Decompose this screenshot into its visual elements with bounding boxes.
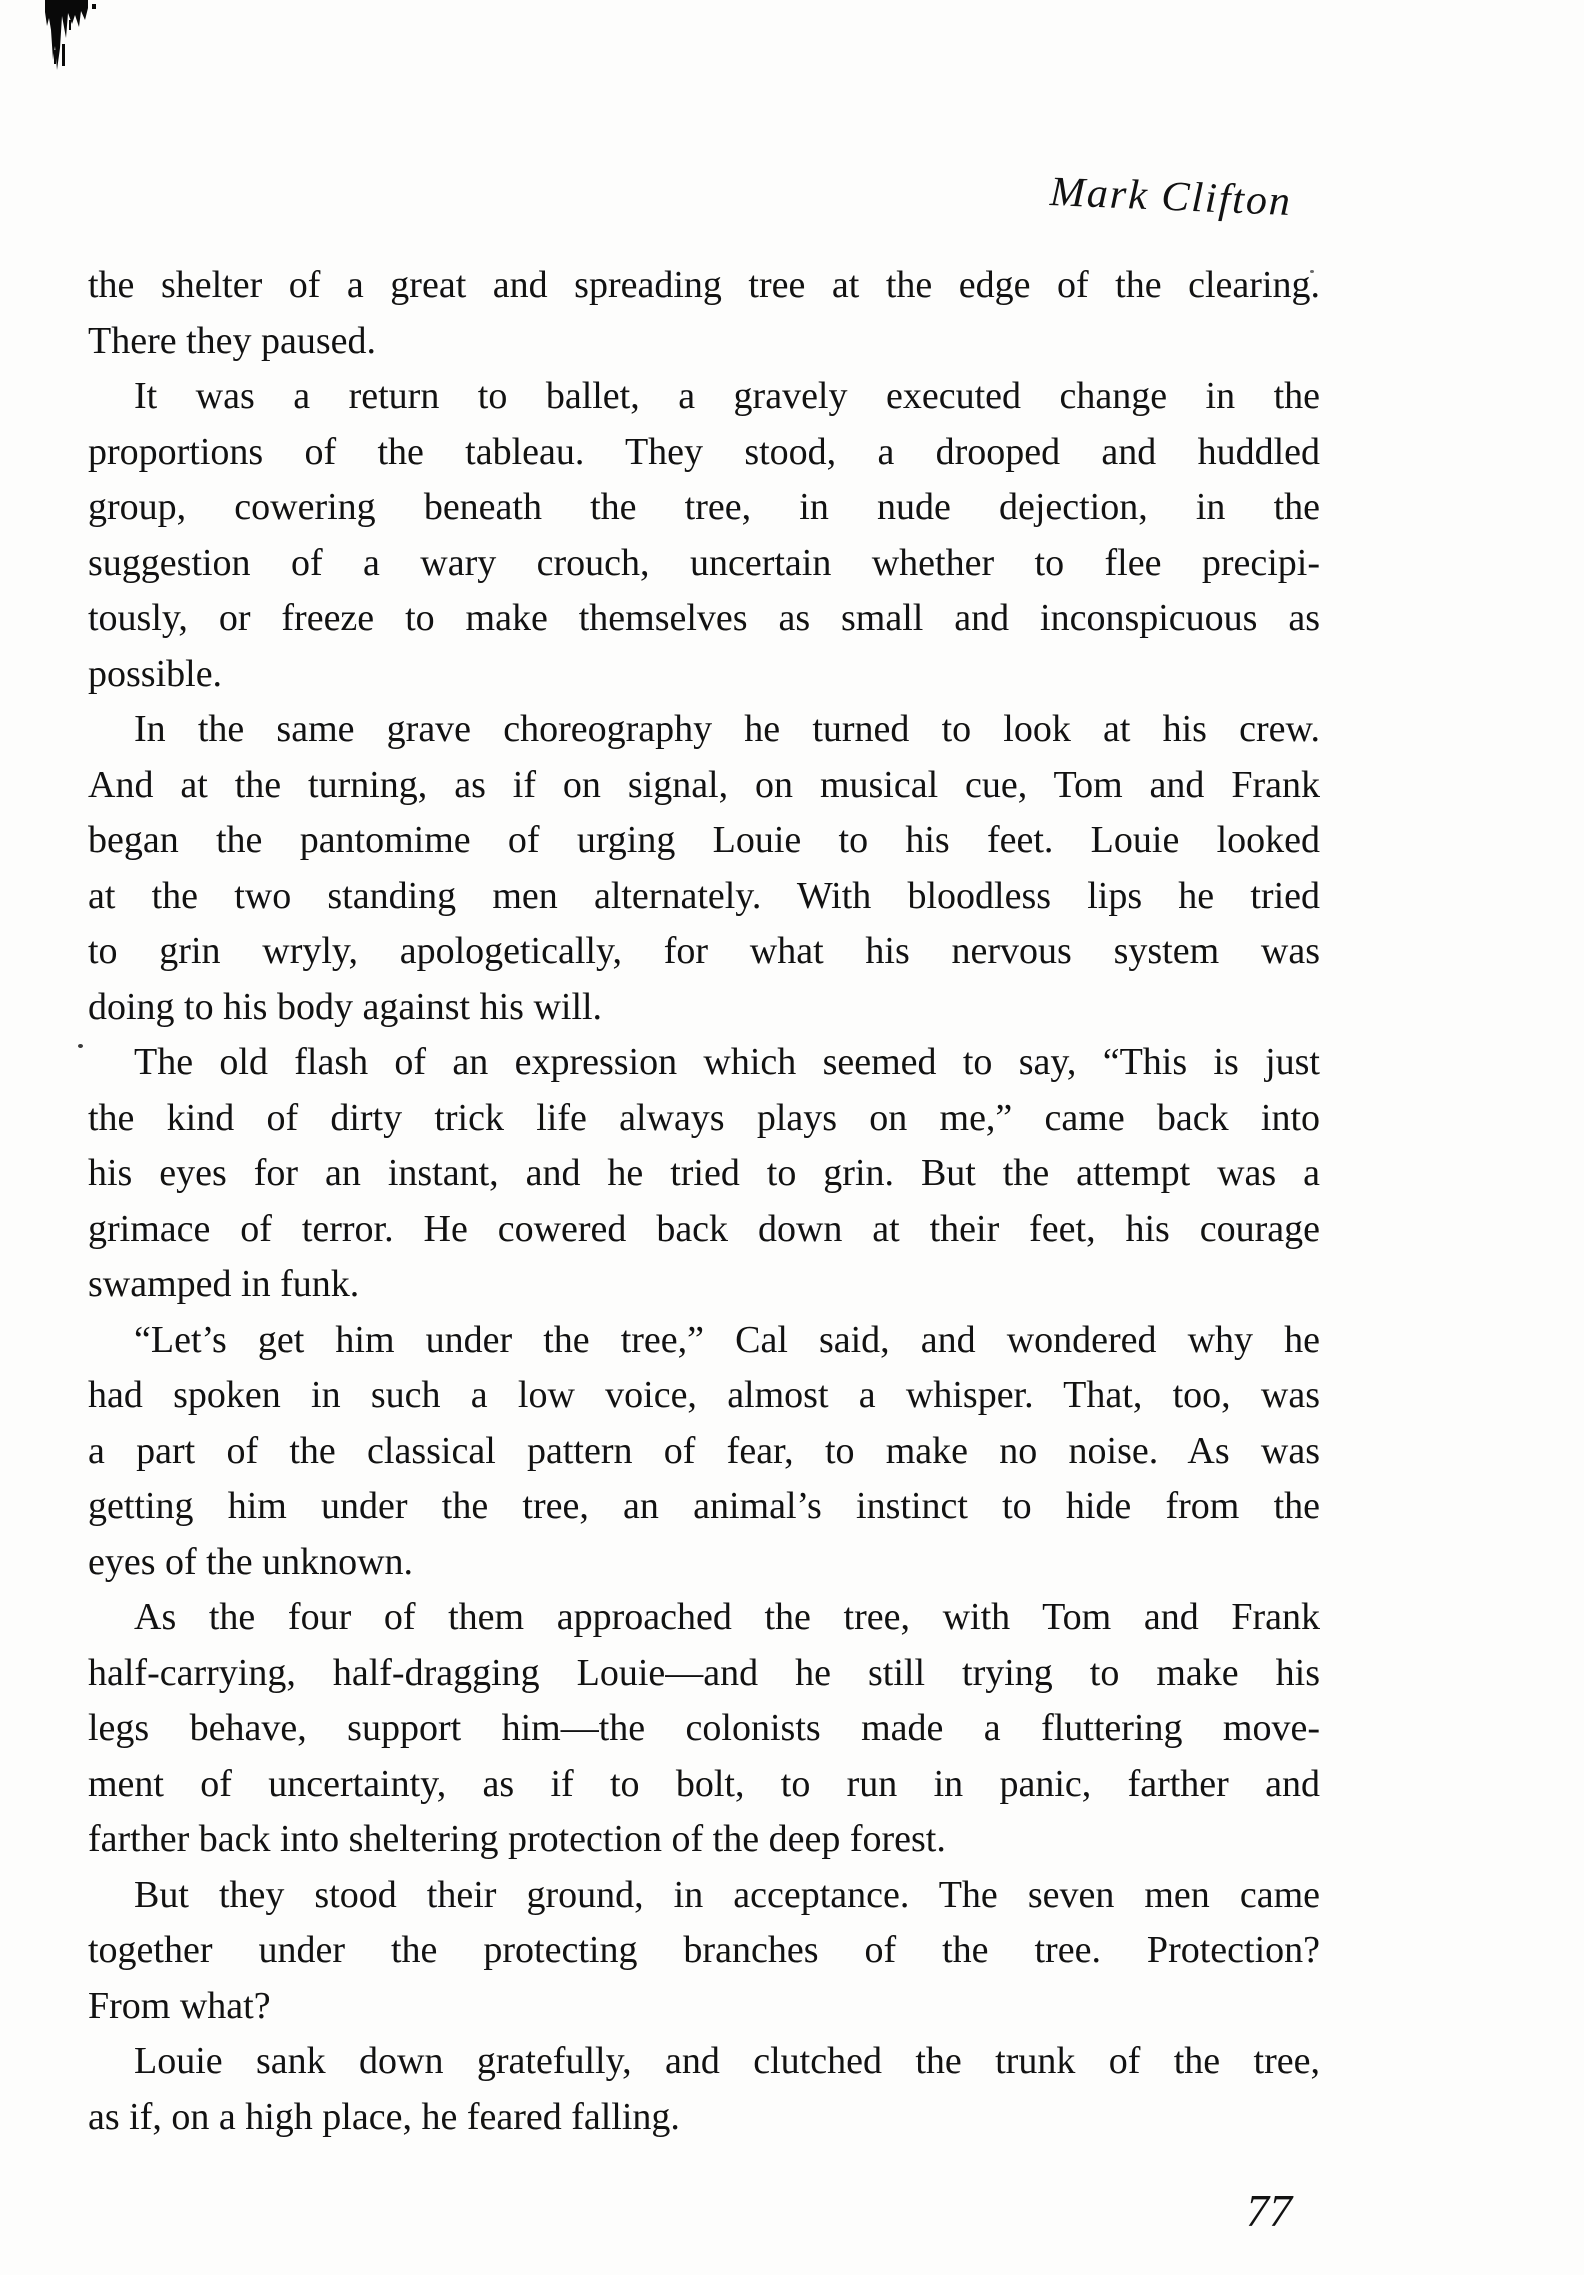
text-line: his eyes for an instant, and he tried to grin. But the attempt was a (88, 1152, 1320, 1194)
text-line: at the two standing men alternately. With bloodless lips he tried (88, 874, 1320, 917)
text-line: As the four of them approached the tree, with Tom and Frank (134, 1596, 1320, 1638)
text-line: suggestion of a wary crouch, uncertain whether to flee precipi- (88, 541, 1320, 584)
text-line: The old flash of an expression which seemed to say, “This is just (134, 1041, 1320, 1083)
text-line: grimace of terror. He cowered back down at their feet, his courage (88, 1207, 1320, 1250)
paragraph (88, 1868, 1320, 2035)
page-number: 77 (1246, 2185, 1292, 2236)
paragraph (88, 369, 1320, 702)
ink-smudge-artifact (42, 0, 102, 82)
text-line: as if, on a high place, he feared falling. (88, 2095, 680, 2138)
text-line: From what? (88, 1984, 271, 2027)
text-line: half-carrying, half-dragging Louie—and he still trying to make his (88, 1651, 1320, 1694)
text-line: possible. (88, 652, 223, 695)
running-header-author: Mark Clifton (1048, 169, 1293, 226)
scan-speck (78, 1044, 83, 1048)
text-line: proportions of the tableau. They stood, a drooped and huddled (88, 430, 1320, 473)
text-line: It was a return to ballet, a gravely executed change in the (134, 375, 1320, 417)
text-line: But they stood their ground, in acceptance. The seven men came (134, 1873, 1320, 1916)
text-line: the shelter of a great and spreading tree at the edge of the clearing. (88, 264, 1320, 306)
text-line: had spoken in such a low voice, almost a whisper. That, too, was (88, 1374, 1320, 1416)
text-line: farther back into sheltering protection of the deep forest. (88, 1818, 946, 1860)
paragraph (88, 1590, 1320, 1868)
text-line: swamped in funk. (88, 1263, 360, 1305)
text-line: the kind of dirty trick life always plays on me,” came back into (88, 1096, 1320, 1139)
text-line: In the same grave choreography he turned to look at his crew. (134, 708, 1320, 750)
text-line: doing to his body against his will. (88, 985, 603, 1028)
text-line: And at the turning, as if on signal, on musical cue, Tom and Frank (88, 763, 1320, 806)
text-line: together under the protecting branches of the tree. Protection? (88, 1929, 1320, 1971)
paragraph (88, 258, 1320, 369)
text-line: tously, or freeze to make themselves as small and inconspicuous as (88, 597, 1320, 639)
text-line: legs behave, support him—the colonists made a fluttering move- (88, 1707, 1320, 1749)
paragraph (88, 2034, 1320, 2145)
text-line: to grin wryly, apologetically, for what his nervous system was (88, 930, 1320, 972)
text-line: getting him under the tree, an animal’s instinct to hide from the (88, 1485, 1320, 1527)
text-line: There they paused. (88, 319, 377, 362)
text-line: group, cowering beneath the tree, in nude dejection, in the (88, 486, 1320, 528)
body-text (88, 258, 1320, 2145)
text-line: eyes of the unknown. (88, 1540, 414, 1583)
text-line: began the pantomime of urging Louie to his feet. Louie looked (88, 819, 1320, 861)
paragraph (88, 1035, 1320, 1313)
paragraph (88, 702, 1320, 1035)
text-line: Louie sank down gratefully, and clutched the trunk of the tree, (134, 2040, 1320, 2082)
text-line: a part of the classical pattern of fear, to make no noise. As was (88, 1429, 1320, 1472)
text-line: ment of uncertainty, as if to bolt, to run in panic, farther and (88, 1762, 1320, 1805)
paragraph (88, 1313, 1320, 1591)
text-line: “Let’s get him under the tree,” Cal said, and wondered why he (134, 1318, 1320, 1361)
